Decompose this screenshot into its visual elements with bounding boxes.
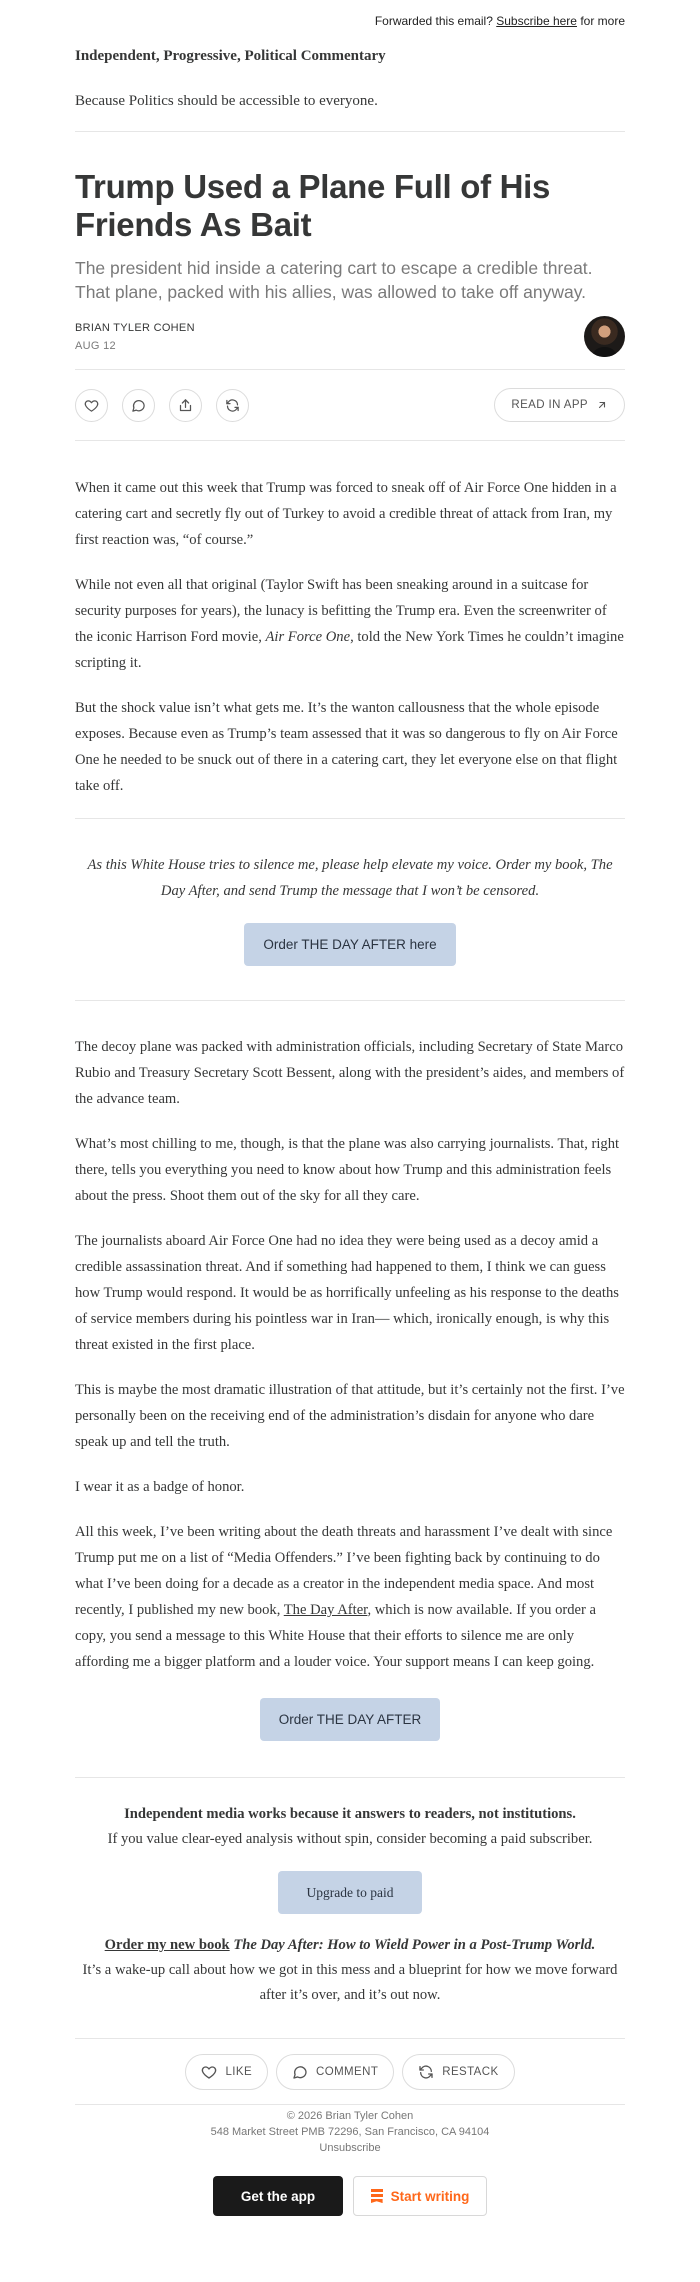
restack-button[interactable] [216, 389, 249, 422]
publication-name[interactable]: Independent, Progressive, Political Commentary [75, 48, 386, 64]
app-buttons [75, 2176, 625, 2216]
body-paragraph: What’s most chilling to me, though, is that the plane was also carrying journalists. That, right there, tells you everything you need to know about how Trump and this administration feels about the press. Shoot them out of the sky for all they care. [75, 1136, 620, 1205]
forwarded-suffix: for more [580, 14, 625, 28]
subscribe-link[interactable]: Subscribe here [496, 14, 577, 28]
book-title: The Day After: How to Wield Power in a Post-Trump World. [233, 1937, 596, 1954]
read-in-app-button[interactable] [494, 388, 625, 422]
body-paragraph [75, 572, 625, 676]
post-body-part1 [75, 475, 625, 799]
book-line [75, 1933, 625, 1958]
cta-headline: Independent media works because it answers to readers, not institutions. [124, 1806, 576, 1823]
body-text: , told the New York Times he couldn’t imagine scripting it. [75, 629, 624, 672]
comment-icon [131, 398, 146, 413]
read-in-app-label: READ IN APP [511, 399, 588, 412]
order-button-wrap [75, 1694, 625, 1741]
start-writing-button[interactable] [353, 2176, 487, 2216]
legal-footer [75, 2108, 625, 2156]
unsubscribe-link[interactable]: Unsubscribe [319, 2142, 381, 2155]
byline [75, 316, 625, 357]
forwarded-banner [75, 0, 625, 40]
share-button[interactable] [169, 389, 202, 422]
comment-label: COMMENT [316, 2066, 379, 2079]
author-name[interactable]: BRIAN TYLER COHEN [75, 321, 195, 334]
footer-comment-button[interactable] [276, 2054, 394, 2090]
restack-label: RESTACK [442, 2066, 499, 2079]
restack-icon [418, 2064, 434, 2080]
forwarded-text: Forwarded this email? [374, 14, 493, 28]
body-paragraph: I wear it as a badge of honor. [75, 1479, 245, 1496]
heart-icon [84, 398, 99, 413]
post-subtitle: The president hid inside a catering cart to escape a credible threat. That plane, packed with his allies, was allowed to take off anyway. [75, 258, 593, 302]
post-body-part2 [75, 1034, 625, 1675]
divider [75, 2104, 625, 2105]
post-title[interactable]: Trump Used a Plane Full of His Friends As Bait [75, 168, 551, 243]
divider [75, 440, 625, 441]
order-book-button[interactable]: Order THE DAY AFTER here [244, 923, 456, 966]
address: 548 Market Street PMB 72296, San Francisco, CA 94104 [210, 2126, 490, 2139]
body-paragraph: When it came out this week that Trump was forced to sneak off of Air Force One hidden in a catering cart and secretly fly out of Turkey to avoid a credible threat of attack from Iran, my first reaction was, “of course.” [75, 480, 617, 549]
restack-icon [225, 398, 240, 413]
share-icon [178, 398, 193, 413]
book-text: It’s a wake-up call about how we got in this mess and a blueprint for how we move forward after it’s over, and it’s out now. [82, 1962, 618, 2004]
footer-like-button[interactable] [185, 2054, 268, 2090]
promo-text: As this White House tries to silence me, please help elevate my voice. Order my book, The Day After, and send Trump the message that I won’t be censored. [87, 857, 613, 900]
footer-restack-button[interactable] [402, 2054, 514, 2090]
book-blurb [75, 1933, 625, 2008]
like-button[interactable] [75, 389, 108, 422]
start-writing-label: Start writing [390, 2188, 470, 2204]
get-app-button[interactable]: Get the app [213, 2176, 343, 2216]
body-paragraph: The decoy plane was packed with administration officials, including Secretary of State Marco Rubio and Treasury Secretary Scott Bessent, along with the president’s aides, and members of the advance team. [75, 1039, 625, 1108]
body-text: , which is now available. If you order a copy, you send a message to this White House that their efforts to silence me are only affording me a bigger platform and a louder voice. Your support means I can keep going. [75, 1602, 597, 1671]
arrow-up-right-icon [596, 399, 608, 411]
copyright: © 2026 Brian Tyler Cohen [286, 2110, 414, 2123]
comment-icon [292, 2064, 308, 2080]
divider [75, 131, 625, 132]
divider [75, 1000, 625, 1001]
body-text: All this week, I’ve been writing about the death threats and harassment I’ve dealt with since Trump put me on a list of “Media Offenders.” I’ve been fighting back by continuing to do what I’ve been doing for a decade as a creator in the independent media space. And most recently, I published my new book, [75, 1524, 613, 1619]
order-new-book-link[interactable]: Order my new book [104, 1937, 230, 1954]
footer-actions [75, 2054, 625, 2090]
email-container [75, 0, 625, 2216]
substack-logo-icon [371, 2189, 383, 2203]
divider [75, 2038, 625, 2039]
divider [75, 1777, 625, 1778]
like-label: LIKE [225, 2066, 253, 2079]
movie-title: Air Force One [265, 629, 351, 646]
body-paragraph: This is maybe the most dramatic illustration of that attitude, but it’s certainly not the first. I’ve personally been on the receiving end of the administration’s disdain for anyone who dare speak up and tell the truth. [75, 1382, 625, 1451]
avatar[interactable] [584, 316, 625, 357]
body-paragraph: The journalists aboard Air Force One had no idea they were being used as a decoy amid a credible assassination threat. And if something had happened to them, I think we can guess how Trump would respond. It would be as horrifically unfeeling as his response to the deaths of service members during his pointless war in Iran— which, ironically enough, is why this threat existed in the first place. [75, 1233, 619, 1354]
post-date: AUG 12 [75, 339, 116, 352]
body-paragraph [75, 1519, 625, 1675]
post-action-icons [75, 389, 249, 422]
comment-button[interactable] [122, 389, 155, 422]
body-text: While not even all that original (Taylor Swift has been sneaking around in a suitcase for security purposes for years), the lunacy is befitting the Trump era. Even the screenwriter of the iconic Harrison Ford movie, [75, 577, 607, 646]
body-paragraph: But the shock value isn’t what gets me. It’s the wanton callousness that the whole episode exposes. Because even as Trump’s team assessed that it was so dangerous to fly on Air Force One he needed to be snuck out of there in a catering cart, they let everyone else on that flight take off. [75, 700, 618, 795]
order-book-button-2[interactable]: Order THE DAY AFTER [260, 1698, 440, 1741]
cta-text: If you value clear-eyed analysis without spin, consider becoming a paid subscriber. [107, 1831, 593, 1848]
publication-tagline: Because Politics should be accessible to everyone. [75, 93, 378, 109]
heart-icon [201, 2064, 217, 2080]
upgrade-to-paid-button[interactable]: Upgrade to paid [278, 1871, 422, 1914]
book-promo [75, 819, 625, 966]
subscribe-cta [75, 1802, 625, 1914]
book-link[interactable]: The Day After [283, 1602, 368, 1619]
byline-text [75, 322, 195, 352]
post-actions [75, 370, 625, 440]
